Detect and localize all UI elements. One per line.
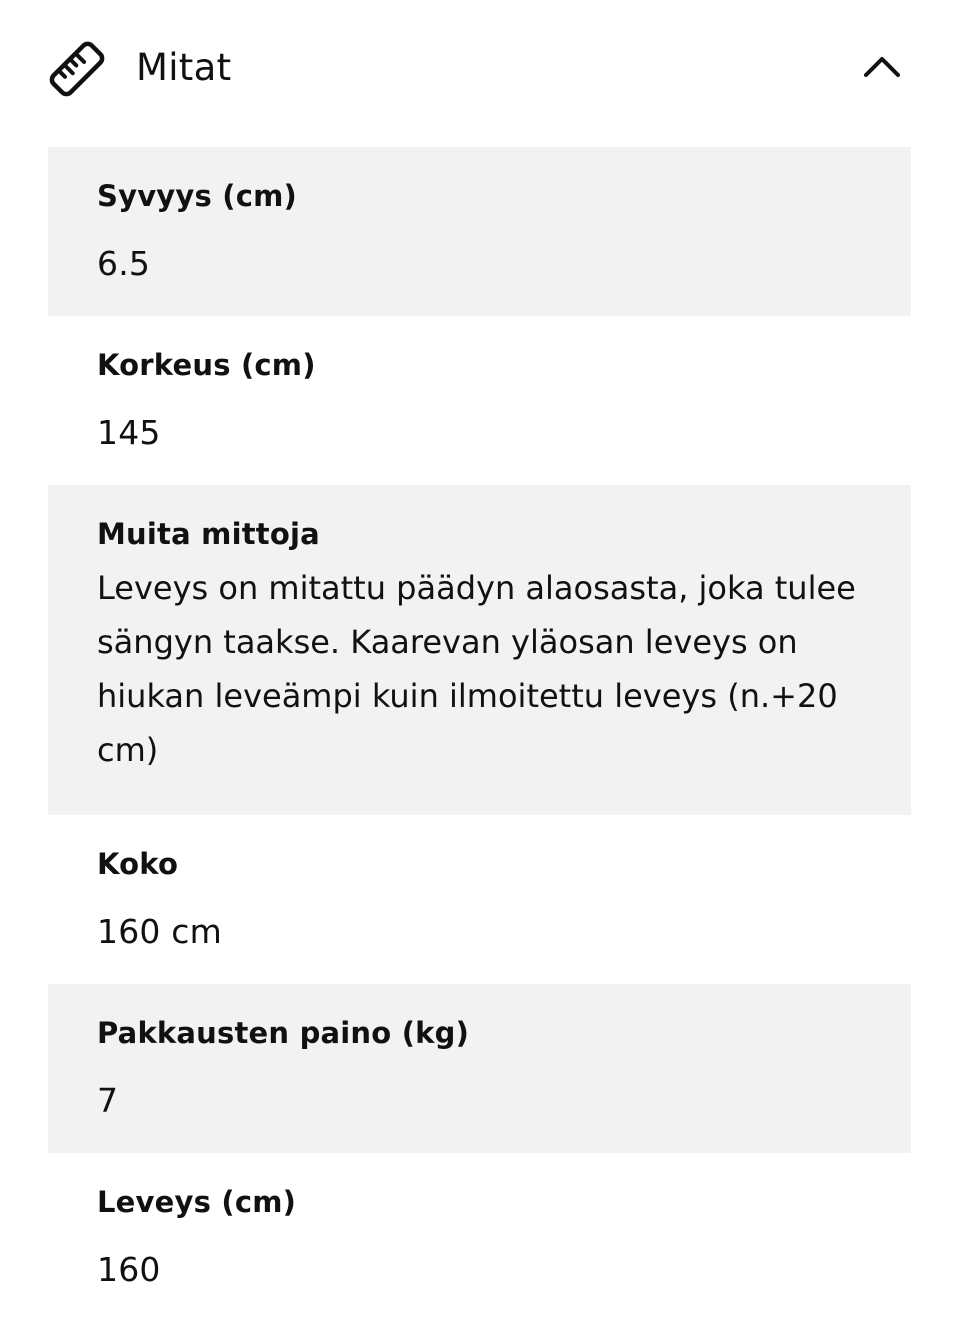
section-title: Mitat	[136, 46, 232, 89]
spec-row-height	[48, 316, 911, 485]
spec-value: Leveys on mitattu päädyn alaosasta, joka tulee sängyn taakse. Kaarevan yläosan leveys on hiukan leveämpi kuin ilmoitettu leveys (n.+20 cm)	[97, 569, 856, 769]
spec-label: Muita mittoja	[97, 517, 320, 551]
spec-label: Pakkausten paino (kg)	[97, 1016, 470, 1050]
spec-value: 6.5	[97, 244, 151, 283]
spec-value: 160	[97, 1250, 161, 1289]
dimensions-accordion-header[interactable]	[0, 0, 960, 147]
chevron-up-icon[interactable]	[862, 52, 902, 82]
spec-label: Syvyys (cm)	[97, 179, 297, 213]
spec-value: 145	[97, 413, 161, 452]
spec-label: Koko	[97, 847, 179, 881]
spec-value: 160 cm	[97, 912, 222, 951]
ruler-icon	[48, 40, 106, 98]
spec-label: Korkeus (cm)	[97, 348, 316, 382]
spec-row-other-dimensions	[48, 485, 911, 815]
spec-row-package-weight	[48, 984, 911, 1153]
spec-row-width	[48, 1153, 911, 1322]
spec-label: Leveys (cm)	[97, 1185, 297, 1219]
dimensions-spec-list	[48, 147, 911, 1322]
spec-value: 7	[97, 1081, 119, 1120]
spec-row-size	[48, 815, 911, 984]
spec-row-depth	[48, 147, 911, 316]
